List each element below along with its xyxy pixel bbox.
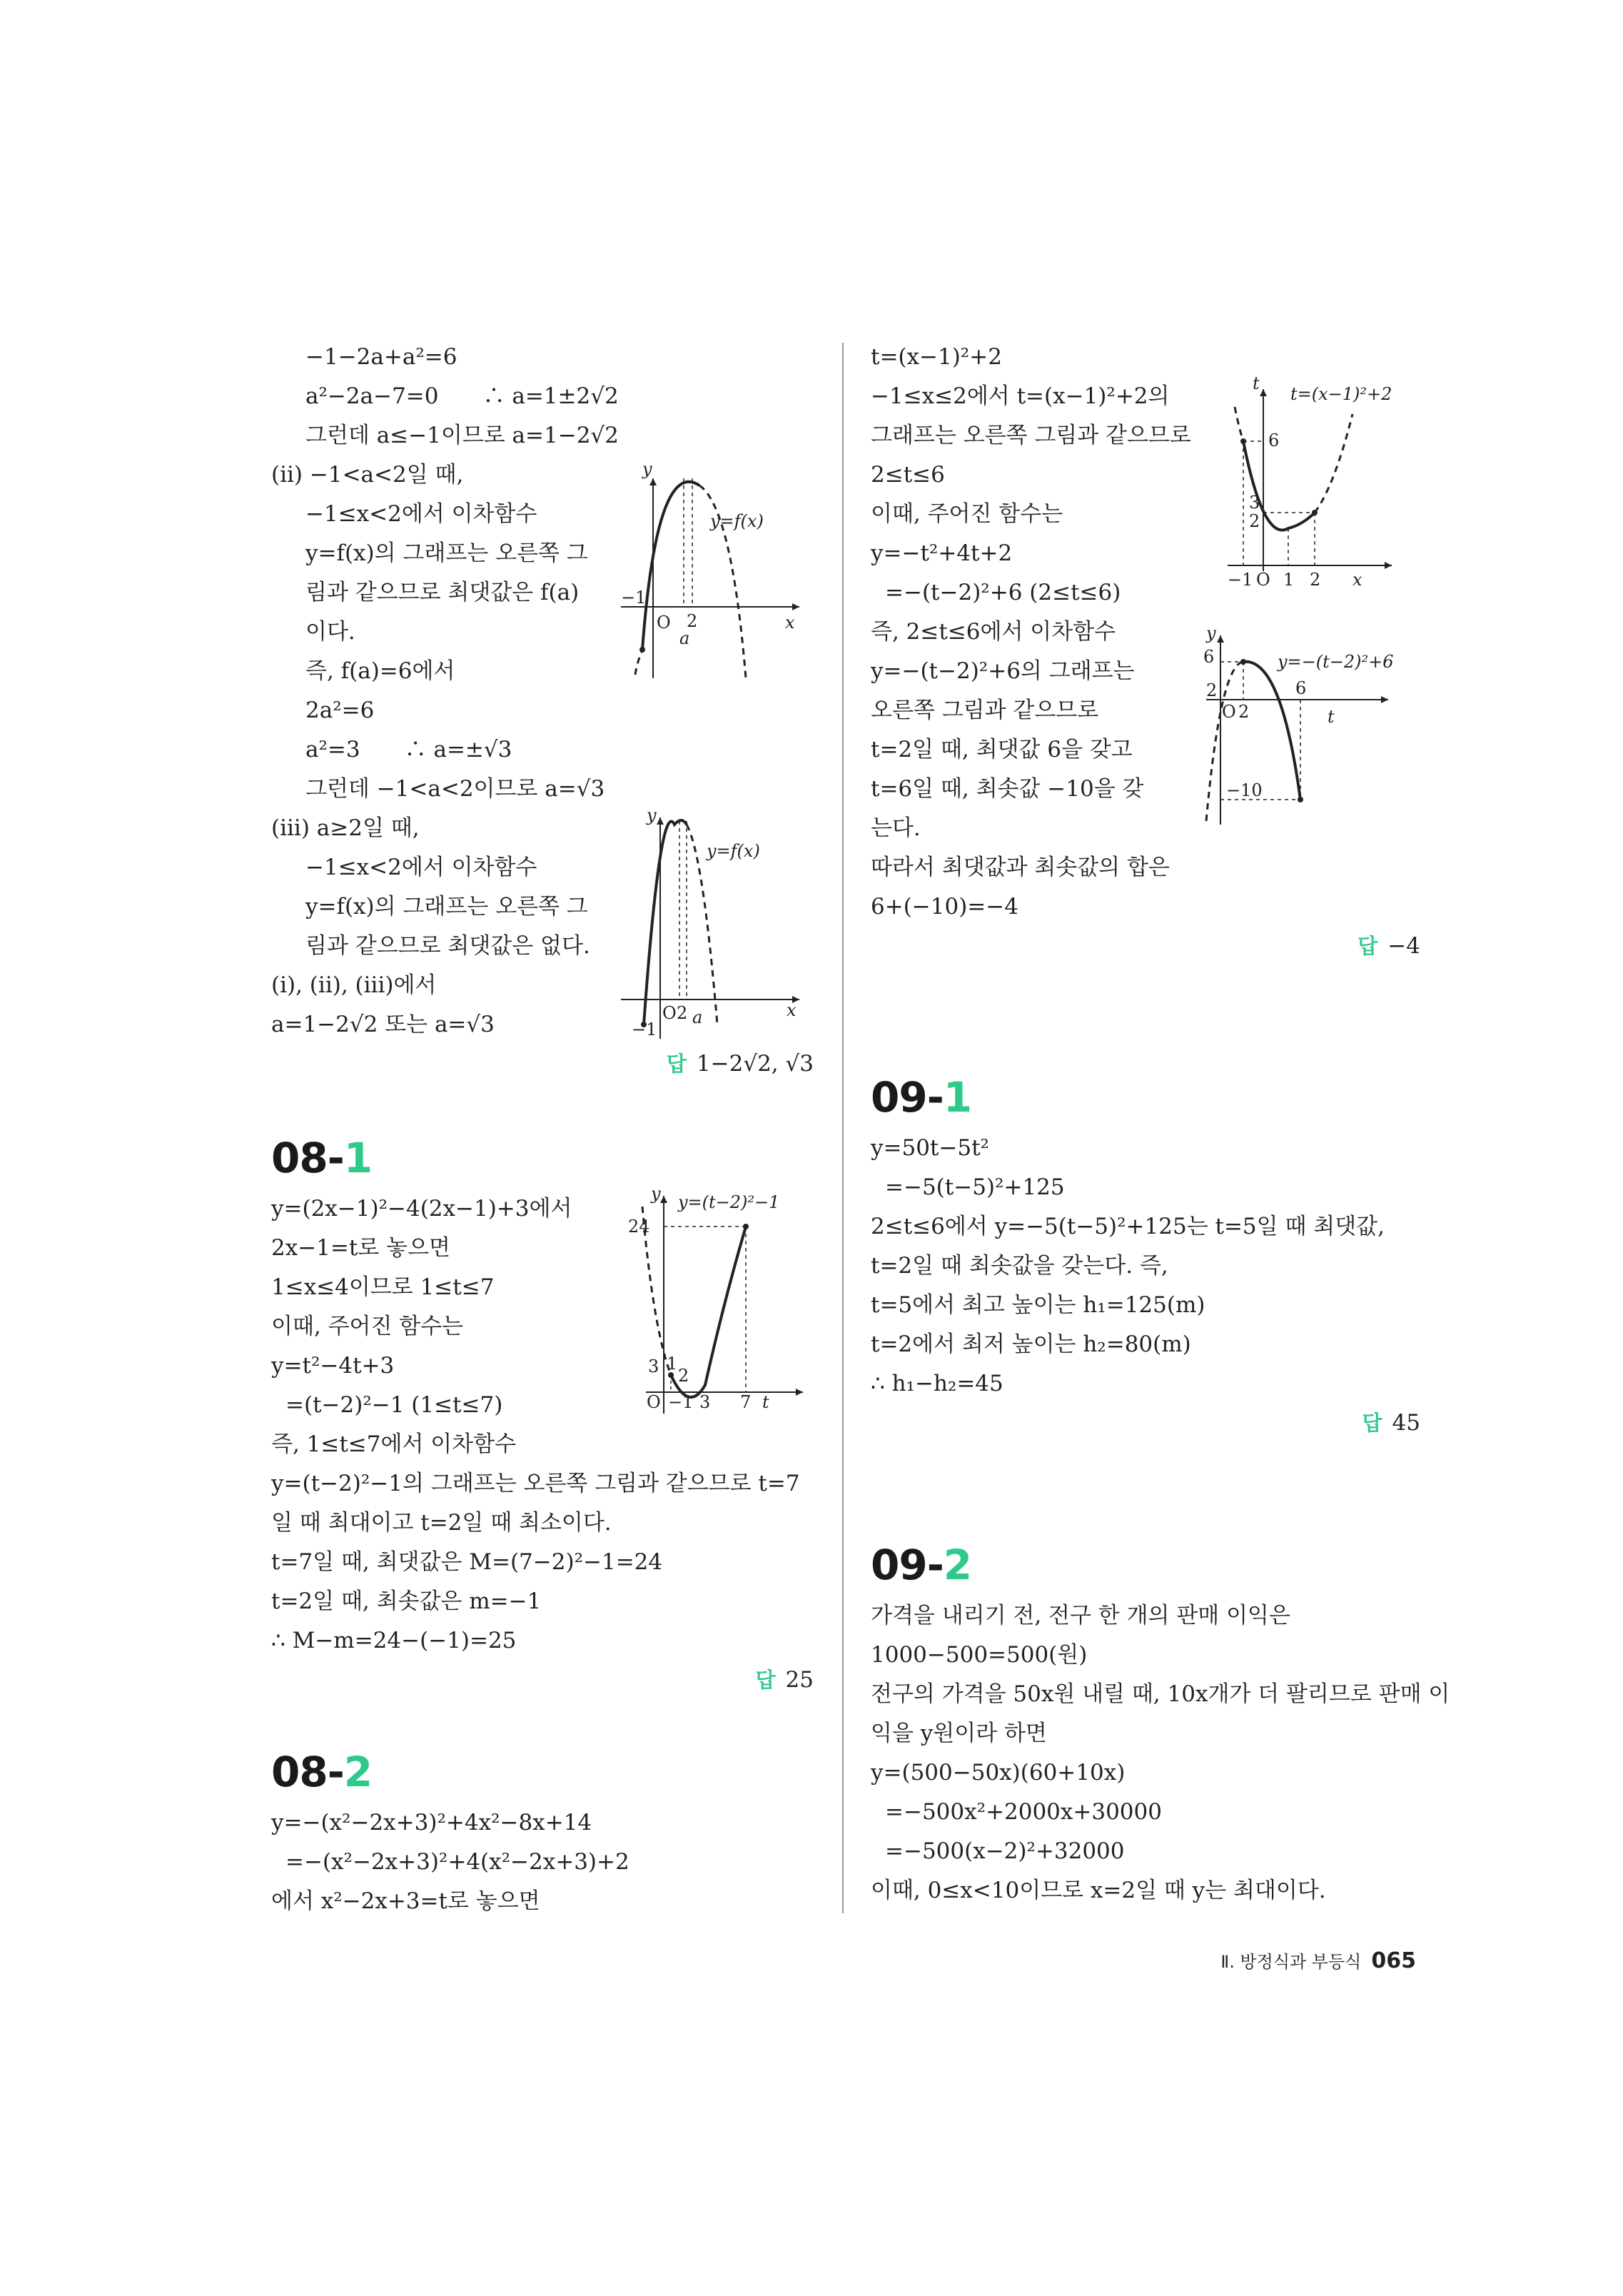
graph-t-of-x: [1220, 373, 1424, 590]
text-line: t=5에서 최고 높이는 h₁=125(m): [871, 1292, 1205, 1318]
text-line: t=2에서 최저 높이는 h₂=80(m): [871, 1331, 1191, 1357]
y-arrow: [660, 1196, 667, 1203]
text-line: 익을 y원이라 하면: [871, 1721, 1047, 1746]
endpoint-left: [1240, 438, 1246, 444]
tick-1: 1: [667, 1354, 678, 1374]
text-line: 2a²=6: [305, 698, 375, 723]
text-line: =−500x²+2000x+30000: [885, 1799, 1162, 1825]
text-line: =−5(t−5)²+125: [885, 1174, 1065, 1200]
origin-label: O: [647, 1392, 661, 1412]
origin-label: O: [1256, 570, 1270, 590]
section-label: Ⅱ. 방정식과 부등식: [1220, 1952, 1362, 1972]
answer-value: −4: [1387, 933, 1420, 959]
x-arrow: [1385, 562, 1392, 569]
origin-label: O: [1222, 702, 1236, 722]
graph-case-ii: [621, 459, 814, 693]
text-line: ∴ M−m=24−(−1)=25: [271, 1628, 517, 1653]
text-line: =−(t−2)²+6 (2≤t≤6): [885, 580, 1121, 605]
answer-tag: 답: [666, 1052, 687, 1076]
text-line: t=2일 때, 최댓값 6을 갖고: [871, 737, 1133, 762]
answer-value: 45: [1392, 1410, 1420, 1436]
t-arrow: [1260, 389, 1267, 396]
text-line: 일 때 최대이고 t=2일 때 최소이다.: [271, 1510, 612, 1536]
text-line: 즉, 1≤t≤7에서 이차함수: [271, 1431, 517, 1457]
origin-label: O: [657, 613, 671, 633]
text-line: (i), (ii), (iii)에서: [271, 972, 437, 998]
tick-2-y: 2: [1206, 680, 1218, 700]
text-line: 즉, 2≤t≤6에서 이차함수: [871, 619, 1116, 645]
text-line: 6+(−10)=−4: [871, 894, 1018, 920]
text-line: 오른쪽 그림과 같으므로: [871, 698, 1099, 723]
tick-24: 24: [628, 1217, 650, 1237]
page-footer: [1220, 1948, 1416, 1973]
text-line: y=(2x−1)²−4(2x−1)+3에서: [271, 1196, 572, 1222]
text-line: 2x−1=t로 놓으면: [271, 1235, 450, 1261]
text-line: 2≤t≤6: [871, 462, 945, 488]
answer-line: [1362, 1409, 1420, 1437]
t-label: t: [1328, 707, 1335, 727]
text-line: y=(t−2)²−1의 그래프는 오른쪽 그림과 같으므로 t=7: [271, 1471, 800, 1496]
y-arrow: [649, 478, 657, 485]
curve-solid: [644, 820, 687, 1024]
answer-line: [1357, 932, 1420, 960]
text-line: 는다.: [871, 815, 921, 841]
text-line: 그런데 a≤−1이므로 a=1−2√2: [305, 423, 619, 448]
text-line: 이때, 0≤x<10이므로 x=2일 때 y는 최대이다.: [871, 1878, 1326, 1903]
problem-heading-09-1: 09-1: [871, 1073, 972, 1122]
endpoint-7: [743, 1224, 749, 1229]
y-label: y: [647, 805, 657, 825]
curve-label: y=−(t−2)²+6: [1278, 652, 1394, 672]
endpoint: [1298, 797, 1303, 802]
text-line: y=f(x)의 그래프는 오른쪽 그: [305, 894, 588, 920]
text-line: −1≤x≤2에서 t=(x−1)²+2의: [871, 383, 1170, 409]
vertex: [1240, 659, 1246, 665]
tick-2-t: 2: [1249, 511, 1260, 531]
text-line: 전구의 가격을 50x원 내릴 때, 10x개가 더 팔리므로 판매 이: [871, 1681, 1450, 1707]
text-line: 림과 같으므로 최댓값은 f(a): [305, 580, 580, 605]
text-line: 그래프는 오른쪽 그림과 같으므로: [871, 423, 1191, 448]
tick-1: 1: [1283, 570, 1295, 590]
text-line: a²−2a−7=0 ∴ a=1±2√2: [305, 383, 619, 409]
text-line: 1≤x≤4이므로 1≤t≤7: [271, 1274, 495, 1300]
tick-minus10: −10: [1226, 780, 1263, 800]
text-line: 그런데 −1<a<2이므로 a=√3: [305, 776, 605, 802]
tick-2: 2: [1310, 570, 1321, 590]
tick-a: a: [679, 628, 690, 648]
answer-tag: 답: [1362, 1411, 1382, 1435]
text-line: =−500(x−2)²+32000: [885, 1838, 1125, 1864]
x-label: x: [785, 613, 795, 633]
text-line: =−(x²−2x+3)²+4(x²−2x+3)+2: [285, 1849, 630, 1875]
text-line: 림과 같으므로 최댓값은 없다.: [305, 933, 590, 959]
problem-heading-08-2: 08-2: [271, 1748, 373, 1796]
text-line: 1000−500=500(원): [871, 1642, 1088, 1668]
origin-label: O: [662, 1003, 677, 1023]
y-arrow: [1217, 635, 1224, 643]
x-arrow: [792, 603, 799, 610]
graph-case-iii: [621, 805, 814, 1046]
text-line: y=t²−4t+3: [271, 1353, 395, 1379]
endpoint-right: [1312, 510, 1318, 515]
page-number: 065: [1371, 1948, 1416, 1973]
answer-tag: 답: [755, 1668, 776, 1692]
tick-3-y: 3: [648, 1356, 659, 1376]
curve-solid: [1243, 662, 1300, 800]
tick-6: 6: [1203, 647, 1215, 667]
case-heading: (iii) a≥2일 때,: [271, 815, 420, 841]
text-line: y=f(x)의 그래프는 오른쪽 그: [305, 540, 588, 566]
text-line: 따라서 최댓값과 최솟값의 합은: [871, 855, 1170, 880]
tick-6: 6: [1268, 430, 1280, 450]
answer-line: [667, 1049, 814, 1078]
text-line: 이때, 주어진 함수는: [271, 1314, 464, 1339]
curve-label: y=f(x): [707, 841, 760, 861]
text-line: −1≤x<2에서 이차함수: [305, 855, 537, 880]
x-label: x: [787, 1000, 797, 1020]
t-label: t: [762, 1392, 769, 1412]
y-arrow: [657, 817, 664, 825]
column-divider: [842, 343, 844, 1913]
tick-minus1: −1: [668, 1392, 694, 1412]
text-line: t=(x−1)²+2: [871, 344, 1002, 370]
answer-value: 1−2√2, √3: [696, 1051, 814, 1077]
answer-line: [756, 1666, 814, 1694]
t-arrow: [1381, 696, 1388, 703]
problem-heading-09-2: 09-2: [871, 1541, 972, 1589]
answer-value: 25: [785, 1667, 814, 1693]
case-heading: (ii) −1<a<2일 때,: [271, 462, 464, 488]
text-line: −1≤x<2에서 이차함수: [305, 501, 537, 527]
y-label: y: [651, 1184, 661, 1204]
graph-y-of-t: [1178, 623, 1427, 828]
text-line: t=2일 때, 최솟값은 m=−1: [271, 1588, 542, 1614]
tick-minus1: −1: [632, 1019, 657, 1039]
curve-label: t=(x−1)²+2: [1290, 384, 1392, 404]
tick-3: 3: [699, 1392, 711, 1412]
curve-label: y=f(x): [710, 511, 764, 531]
text-line: y=50t−5t²: [871, 1135, 989, 1161]
tick-6t: 6: [1295, 678, 1307, 698]
text-line: 2≤t≤6에서 y=−5(t−5)²+125는 t=5일 때 최댓값,: [871, 1214, 1385, 1239]
text-line: a=1−2√2 또는 a=√3: [271, 1012, 495, 1037]
text-line: 에서 x²−2x+3=t로 놓으면: [271, 1888, 540, 1914]
text-line: =(t−2)²−1 (1≤t≤7): [285, 1392, 503, 1418]
text-line: 즉, f(a)=6에서: [305, 658, 455, 684]
y-label: y: [1206, 623, 1216, 643]
text-line: 이다.: [305, 619, 355, 645]
tick-3: 3: [1249, 493, 1260, 513]
endpoint: [639, 647, 645, 653]
t-arrow: [796, 1389, 803, 1396]
curve-label: y=(t−2)²−1: [678, 1192, 780, 1212]
text-line: y=−t²+4t+2: [871, 540, 1013, 566]
graph-08-1: [621, 1185, 814, 1428]
text-line: y=−(x²−2x+3)²+4x²−8x+14: [271, 1810, 592, 1836]
text-line: 이때, 주어진 함수는: [871, 501, 1063, 527]
tick-minus1: −1: [1228, 570, 1253, 590]
text-line: t=7일 때, 최댓값은 M=(7−2)²−1=24: [271, 1549, 663, 1575]
text-line: ∴ h₁−h₂=45: [871, 1371, 1003, 1396]
problem-heading-08-1: 08-1: [271, 1134, 373, 1182]
text-line: y=−(t−2)²+6의 그래프는: [871, 658, 1135, 684]
tick-2: 2: [677, 1003, 688, 1023]
tick-2: 2: [678, 1366, 689, 1386]
tick-2: 2: [1238, 702, 1250, 722]
tick-2: 2: [687, 611, 698, 631]
t-label: t: [1253, 373, 1260, 393]
tick-7: 7: [740, 1392, 752, 1412]
x-label: x: [1352, 570, 1362, 590]
text-line: t=2일 때 최솟값을 갖는다. 즉,: [871, 1253, 1168, 1279]
y-label: y: [642, 459, 652, 479]
text-line: 가격을 내리기 전, 전구 한 개의 판매 이익은: [871, 1603, 1290, 1628]
tick-minus1: −1: [621, 588, 647, 608]
text-line: a²=3 ∴ a=±√3: [305, 737, 512, 762]
text-line: t=6일 때, 최솟값 −10을 갖: [871, 776, 1144, 802]
answer-tag: 답: [1357, 934, 1378, 958]
text-line: −1−2a+a²=6: [305, 344, 457, 370]
text-line: y=(500−50x)(60+10x): [871, 1760, 1126, 1786]
tick-a: a: [692, 1007, 703, 1027]
